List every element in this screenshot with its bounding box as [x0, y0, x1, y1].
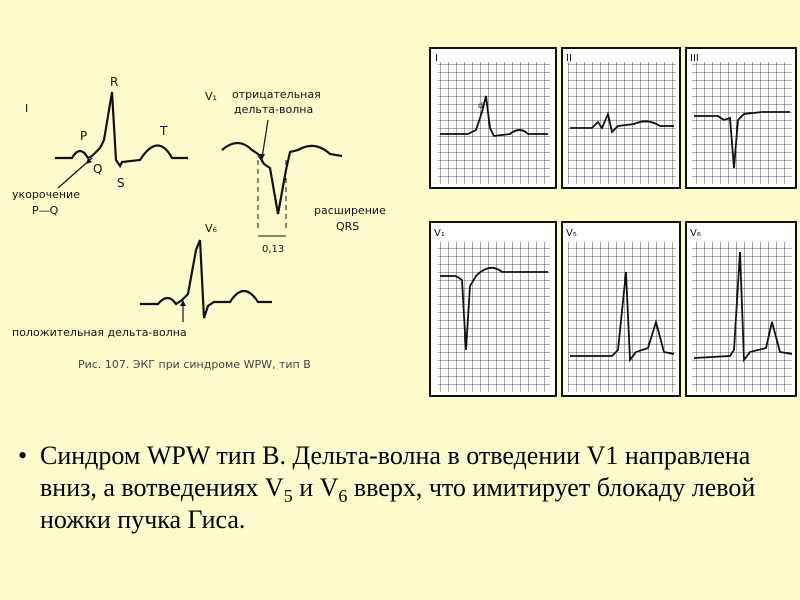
panel-I-delta: d — [478, 101, 484, 110]
panel-III-label: III — [690, 53, 699, 64]
bullet-marker: • — [18, 441, 28, 470]
lead-V6-label: V₆ — [205, 222, 217, 235]
ecg-panel-II — [562, 48, 680, 188]
ecg-lead-V6-trace — [140, 240, 272, 318]
qrs-wide-label-2: QRS — [336, 220, 360, 233]
neg-delta-label-2: дельта-волна — [234, 103, 314, 116]
ecg-lead-I-trace — [55, 92, 188, 166]
lead-I-label: I — [25, 102, 29, 115]
ecg-panel-V6 — [686, 222, 796, 396]
pq-short-label-2: P—Q — [32, 204, 59, 217]
schematic-lead-V1 — [205, 88, 386, 255]
panel-II-label: II — [566, 53, 572, 64]
panel-V5-label: V₅ — [566, 228, 577, 239]
panel-I-label: I — [435, 53, 438, 64]
ecg-diagram — [0, 40, 800, 400]
ecg-panel-V5 — [562, 222, 680, 396]
wave-T-label: T — [160, 124, 168, 138]
ecg-panel-V1 — [430, 222, 556, 396]
qrs-wide-label-1: расширение — [314, 204, 386, 217]
ecg-panel-III — [686, 48, 796, 188]
lead-V1-label: V₁ — [205, 90, 217, 103]
bullet-text: Синдром WPW тип B. Дельта-волна в отведении V1 направлена вниз, а вотведениях $V_5$ и $V_6$ вверх, что имитирует блокаду левой ножки пучка Гиса. — [40, 441, 756, 534]
neg-delta-arrow — [262, 120, 268, 158]
wave-R-label: R — [110, 75, 119, 89]
panel-V1-label: V₁ — [434, 228, 445, 239]
panel-V6-label: V₆ — [690, 228, 701, 239]
wave-Q-label: Q — [93, 162, 103, 176]
figure-caption: Рис. 107. ЭКГ при синдроме WPW, тип B — [78, 358, 311, 371]
neg-delta-label-1: отрицательная — [232, 88, 321, 101]
wave-S-label: S — [117, 176, 125, 190]
wave-P-label: P — [80, 129, 88, 143]
schematic-lead-I — [12, 75, 188, 217]
ecg-panel-I — [430, 48, 556, 188]
pos-delta-label: положительная дельта-волна — [12, 326, 187, 339]
pq-short-label-1: укорочение — [12, 188, 80, 201]
qrs-duration-label: 0,13 — [262, 244, 285, 255]
